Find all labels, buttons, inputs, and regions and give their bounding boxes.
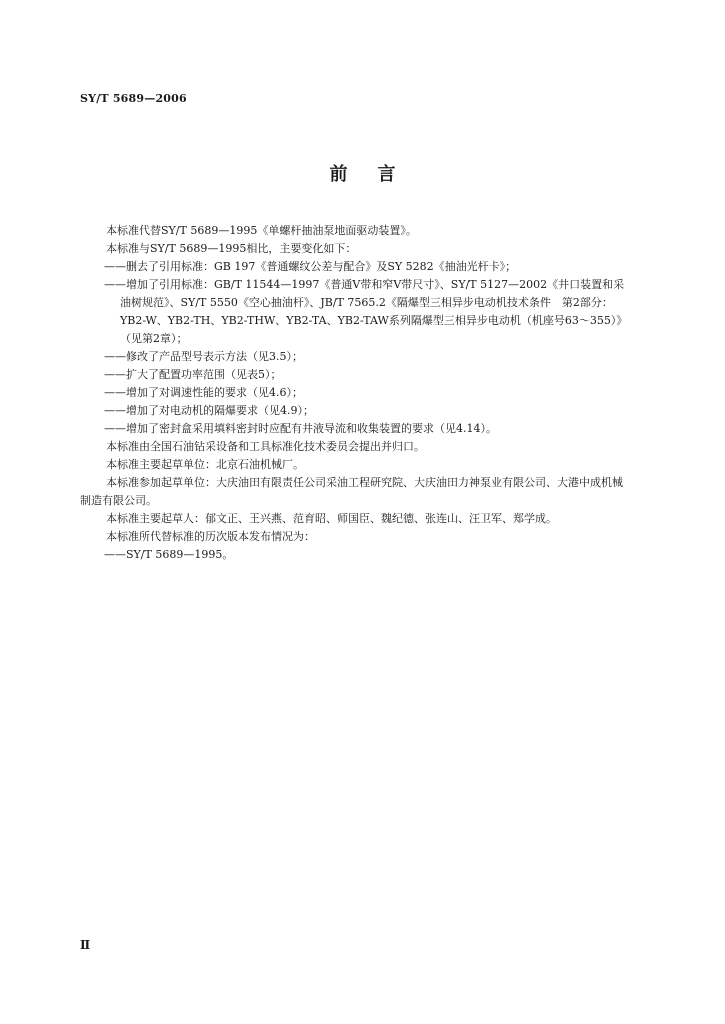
foreword-content: [80, 222, 630, 564]
paragraph-main-drafting-unit: 本标准主要起草单位：北京石油机械厂。: [106, 458, 304, 471]
change-item-speed-control: ——增加了对调速性能的要求（见4.6）；: [104, 386, 303, 399]
paragraph-proposed-by: 本标准由全国石油钻采设备和工具标准化技术委员会提出并归口。: [106, 440, 425, 453]
page-number: Ⅱ: [80, 938, 91, 952]
paragraph-changes-intro: 本标准与SY/T 5689—1995相比，主要变化如下：: [106, 242, 357, 255]
standard-code-header: SY/T 5689—2006: [80, 92, 187, 105]
previous-edition-item: ——SY/T 5689—1995。: [104, 548, 234, 561]
change-item-model-notation: ——修改了产品型号表示方法（见3.5）；: [104, 350, 303, 363]
paragraph-replaces: 本标准代替SY/T 5689—1995《单螺杆抽油泵地面驱动装置》。: [106, 224, 417, 237]
change-item-removed-refs: ——删去了引用标准：GB 197《普通螺纹公差与配合》及SY 5282《抽油光杆卡》；: [104, 260, 517, 273]
paragraph-main-drafters: 本标准主要起草人：郁文正、王兴燕、范育昭、师国臣、魏纪德、张连山、汪卫军、郑学成。: [106, 512, 557, 525]
change-item-seal-box: ——增加了密封盒采用填料密封时应配有井液导流和收集装置的要求（见4.14）。: [104, 422, 497, 435]
change-item-power-range: ——扩大了配置功率范围（见表5）；: [104, 368, 282, 381]
page-title: 前言: [329, 164, 426, 185]
change-item-explosion-proof: ——增加了对电动机的隔爆要求（见4.9）；: [104, 404, 314, 417]
paragraph-participating-units: 本标准参加起草单位：大庆油田有限责任公司采油工程研究院、大庆油田力神泵业有限公司、大港中成机械制造有限公司。: [80, 476, 623, 507]
paragraph-previous-editions-intro: 本标准所代替标准的历次版本发布情况为：: [106, 530, 315, 543]
change-item-added-refs: ——增加了引用标准：GB/T 11544—1997《普通V带和窄V带尺寸》、SY/T 5127—2002《井口装置和采油树规范》、SY/T 5550《空心抽油杆》、JB/T 7565.2《隔爆型三相异步电动机技术条件 第2部分：YB2-W、YB2-TH、YB2-THW、YB2-TA、YB2-TAW系列隔爆型三相异步电动机（机座号63～355）》（见第2章）；: [104, 278, 628, 345]
